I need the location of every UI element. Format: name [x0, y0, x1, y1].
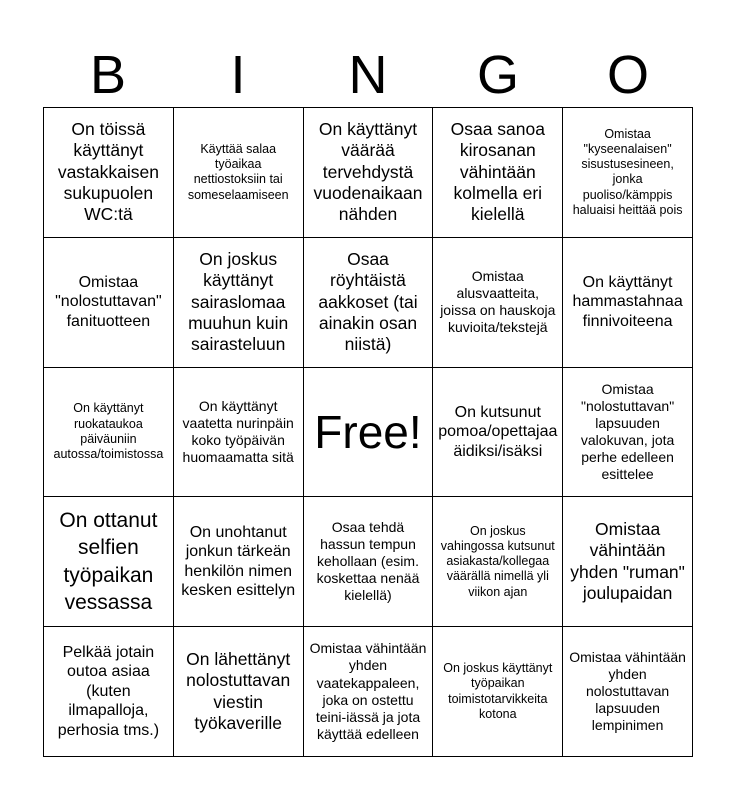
bingo-card [43, 107, 693, 757]
bingo-cell[interactable]: Omistaa vähintään yhden nolostuttavan lapsuuden lempinimen [563, 627, 693, 757]
bingo-cell[interactable]: On joskus käyttänyt sairaslomaa muuhun kuin sairasteluun [174, 238, 304, 368]
header-letter-n: N [348, 45, 388, 105]
bingo-cell[interactable]: Käyttää salaa työaikaa nettiostoksiin tai someselaamiseen [174, 108, 304, 238]
bingo-cell[interactable]: Osaa röyhtäistä aakkoset (tai ainakin osan niistä) [304, 238, 434, 368]
header-letter-g: G [476, 45, 519, 105]
bingo-cell[interactable]: On käyttänyt vaatetta nurinpäin koko työpäivän huomaamatta sitä [174, 368, 304, 498]
header-letter-b: B [89, 45, 127, 105]
bingo-cell[interactable]: On käyttänyt hammastahnaa finnivoiteena [563, 238, 693, 368]
bingo-cell[interactable]: Omistaa vähintään yhden "ruman" joulupaidan [563, 497, 693, 627]
bingo-cell[interactable]: On ottanut selfien työpaikan vessassa [44, 497, 174, 627]
bingo-cell[interactable]: On käyttänyt väärää tervehdystä vuodenaikaan nähden [304, 108, 434, 238]
bingo-cell[interactable]: On unohtanut jonkun tärkeän henkilön nimen kesken esittelyn [174, 497, 304, 627]
free-space-cell[interactable]: Free! [304, 368, 434, 498]
bingo-header [43, 44, 693, 106]
header-letter-i: I [230, 45, 246, 105]
bingo-cell[interactable]: Omistaa vähintään yhden vaatekappaleen, joka on ostettu teini-iässä ja jota käyttää edelleen [304, 627, 434, 757]
bingo-cell[interactable]: On joskus vahingossa kutsunut asiakasta/kollegaa väärällä nimellä yli viikon ajan [433, 497, 563, 627]
bingo-cell[interactable]: Osaa tehdä hassun tempun kehollaan (esim. koskettaa nenää kielellä) [304, 497, 434, 627]
header-letter-o: O [606, 45, 649, 105]
bingo-cell[interactable]: On kutsunut pomoa/opettajaa äidiksi/isäksi [433, 368, 563, 498]
bingo-cell[interactable]: On lähettänyt nolostuttavan viestin työkaverille [174, 627, 304, 757]
bingo-cell[interactable]: Omistaa alusvaatteita, joissa on hauskoja kuvioita/tekstejä [433, 238, 563, 368]
bingo-cell[interactable]: On töissä käyttänyt vastakkaisen sukupuolen WC:tä [44, 108, 174, 238]
bingo-cell[interactable]: Pelkää jotain outoa asiaa (kuten ilmapalloja, perhosia tms.) [44, 627, 174, 757]
bingo-cell[interactable]: Omistaa "nolostuttavan" lapsuuden valokuvan, jota perhe edelleen esittelee [563, 368, 693, 498]
bingo-cell[interactable]: Osaa sanoa kirosanan vähintään kolmella eri kielellä [433, 108, 563, 238]
bingo-cell[interactable]: Omistaa "kyseenalaisen" sisustusesineen, jonka puoliso/kämppis haluaisi heittää pois [563, 108, 693, 238]
bingo-cell[interactable]: On käyttänyt ruokataukoa päiväuniin autossa/toimistossa [44, 368, 174, 498]
bingo-cell[interactable]: On joskus käyttänyt työpaikan toimistotarvikkeita kotona [433, 627, 563, 757]
bingo-cell[interactable]: Omistaa "nolostuttavan" fanituotteen [44, 238, 174, 368]
